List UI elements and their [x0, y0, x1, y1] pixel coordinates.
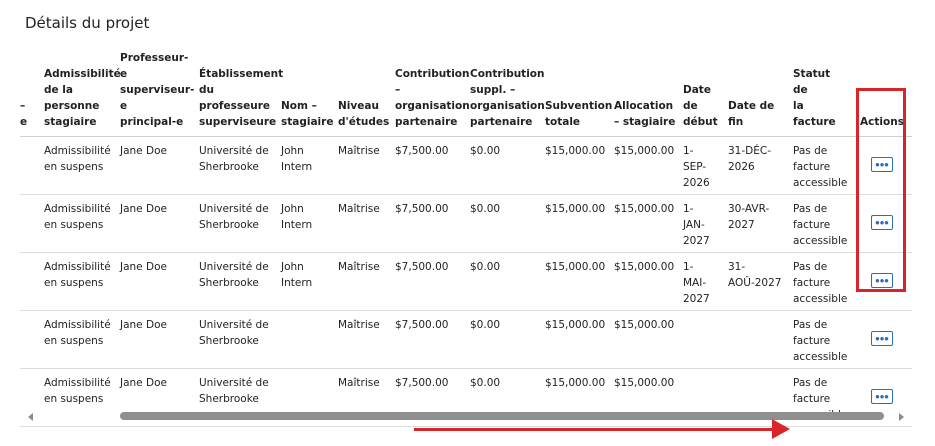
cell-level: Maîtrise	[338, 137, 395, 195]
cell-invoice: Pas de facture accessible	[793, 137, 852, 195]
right-arrow-icon	[414, 428, 779, 431]
cell-allocation: $15,000.00	[614, 311, 683, 369]
column-header-end: Date de fin	[728, 50, 793, 137]
table-body	[20, 137, 912, 427]
cell-partner: $7,500.00	[395, 253, 470, 311]
cell-start: 1- JAN- 2027	[683, 195, 728, 253]
table-row	[20, 195, 912, 253]
cell-allocation: $15,000.00	[614, 253, 683, 311]
cell-level: Maîtrise	[338, 253, 395, 311]
cell-invoice: Pas de facture accessible	[793, 253, 852, 311]
table-row	[20, 137, 912, 195]
cell-grant: $15,000.00	[545, 253, 614, 311]
cell-grant: $15,000.00	[545, 137, 614, 195]
project-details-table	[20, 50, 912, 427]
column-header-partner_extra: Contribution suppl. – organisation partenaire	[470, 50, 545, 137]
cell-cut	[20, 137, 44, 195]
cell-level: Maîtrise	[338, 195, 395, 253]
right-arrow-head-icon	[772, 419, 790, 439]
cell-institution: Université de Sherbrooke	[199, 311, 281, 369]
cell-level: Maîtrise	[338, 369, 395, 427]
cell-partner: $7,500.00	[395, 369, 470, 427]
column-header-grant: Subvention totale	[545, 50, 614, 137]
cell-grant: $15,000.00	[545, 195, 614, 253]
column-header-allocation: Allocation – stagiaire	[614, 50, 683, 137]
cell-institution: Université de Sherbrooke	[199, 195, 281, 253]
page-title: Détails du projet	[25, 14, 150, 32]
cell-start: 1- SEP- 2026	[683, 137, 728, 195]
table-row	[20, 253, 912, 311]
cell-grant: $15,000.00	[545, 311, 614, 369]
row-actions-button[interactable]: •••	[871, 215, 893, 230]
cell-allocation: $15,000.00	[614, 369, 683, 427]
cell-end: 31- AOÛ-2027	[728, 253, 793, 311]
cell-supervisor: Jane Doe	[120, 137, 199, 195]
cell-end	[728, 311, 793, 369]
row-actions-button[interactable]: •••	[871, 157, 893, 172]
column-header-institution: Établissement du professeure superviseure	[199, 50, 281, 137]
cell-level: Maîtrise	[338, 311, 395, 369]
cell-partner_extra: $0.00	[470, 369, 545, 427]
cell-start	[683, 311, 728, 369]
column-header-cut: – e	[20, 50, 44, 137]
cell-intern	[281, 311, 338, 369]
cell-partner_extra: $0.00	[470, 253, 545, 311]
column-header-level: Niveau d'études	[338, 50, 395, 137]
cell-intern: John Intern	[281, 253, 338, 311]
cell-supervisor: Jane Doe	[120, 369, 199, 427]
cell-actions	[852, 311, 912, 369]
cell-supervisor: Jane Doe	[120, 253, 199, 311]
column-header-start: Date de début	[683, 50, 728, 137]
cell-institution: Université de Sherbrooke	[199, 253, 281, 311]
cell-end: 31-DÉC- 2026	[728, 137, 793, 195]
cell-supervisor: Jane Doe	[120, 195, 199, 253]
cell-institution: Université de Sherbrooke	[199, 137, 281, 195]
cell-eligibility: Admissibilité en suspens	[44, 195, 120, 253]
cell-actions	[852, 137, 912, 195]
cell-grant: $15,000.00	[545, 369, 614, 427]
cell-invoice: Pas de facture	[793, 369, 852, 427]
cell-actions	[852, 195, 912, 253]
column-header-invoice: Statut de la facture	[793, 50, 852, 137]
cell-cut	[20, 195, 44, 253]
cell-partner_extra: $0.00	[470, 137, 545, 195]
column-header-intern: Nom – stagiaire	[281, 50, 338, 137]
cell-allocation: $15,000.00	[614, 137, 683, 195]
row-actions-button[interactable]: •••	[871, 273, 893, 288]
cell-partner_extra: $0.00	[470, 195, 545, 253]
column-header-eligibility: Admissibilité de la personne stagiaire	[44, 50, 120, 137]
scroll-right-arrow-icon[interactable]	[899, 413, 904, 421]
cell-intern: John Intern	[281, 137, 338, 195]
column-header-actions: Actions	[852, 50, 912, 137]
cell-actions	[852, 253, 912, 311]
cell-eligibility: Admissibilité en suspens	[44, 311, 120, 369]
cell-partner: $7,500.00	[395, 137, 470, 195]
cell-allocation: $15,000.00	[614, 195, 683, 253]
cell-institution: Université de Sherbrooke	[199, 369, 281, 427]
cell-end: 30-AVR- 2027	[728, 195, 793, 253]
cell-partner: $7,500.00	[395, 195, 470, 253]
cell-cut	[20, 311, 44, 369]
cell-start: 1- MAI- 2027	[683, 253, 728, 311]
cell-invoice: Pas de facture accessible	[793, 311, 852, 369]
cell-intern: John Intern	[281, 195, 338, 253]
scroll-left-arrow-icon[interactable]	[28, 413, 33, 421]
column-header-partner: Contribution – organisation partenaire	[395, 50, 470, 137]
cell-supervisor: Jane Doe	[120, 311, 199, 369]
cell-partner_extra: $0.00	[470, 311, 545, 369]
cell-cut	[20, 253, 44, 311]
cell-eligibility: Admissibilité en suspens	[44, 253, 120, 311]
table-row	[20, 311, 912, 369]
cell-invoice: Pas de facture accessible	[793, 195, 852, 253]
cell-eligibility: Admissibilité en suspens	[44, 369, 120, 427]
row-actions-button[interactable]: •••	[871, 389, 893, 404]
column-header-supervisor: Professeur-e superviseur-e principal-e	[120, 50, 199, 137]
scrollbar-thumb[interactable]	[120, 412, 884, 420]
cell-partner: $7,500.00	[395, 311, 470, 369]
cell-eligibility: Admissibilité en suspens	[44, 137, 120, 195]
table-header	[20, 50, 912, 137]
row-actions-button[interactable]: •••	[871, 331, 893, 346]
